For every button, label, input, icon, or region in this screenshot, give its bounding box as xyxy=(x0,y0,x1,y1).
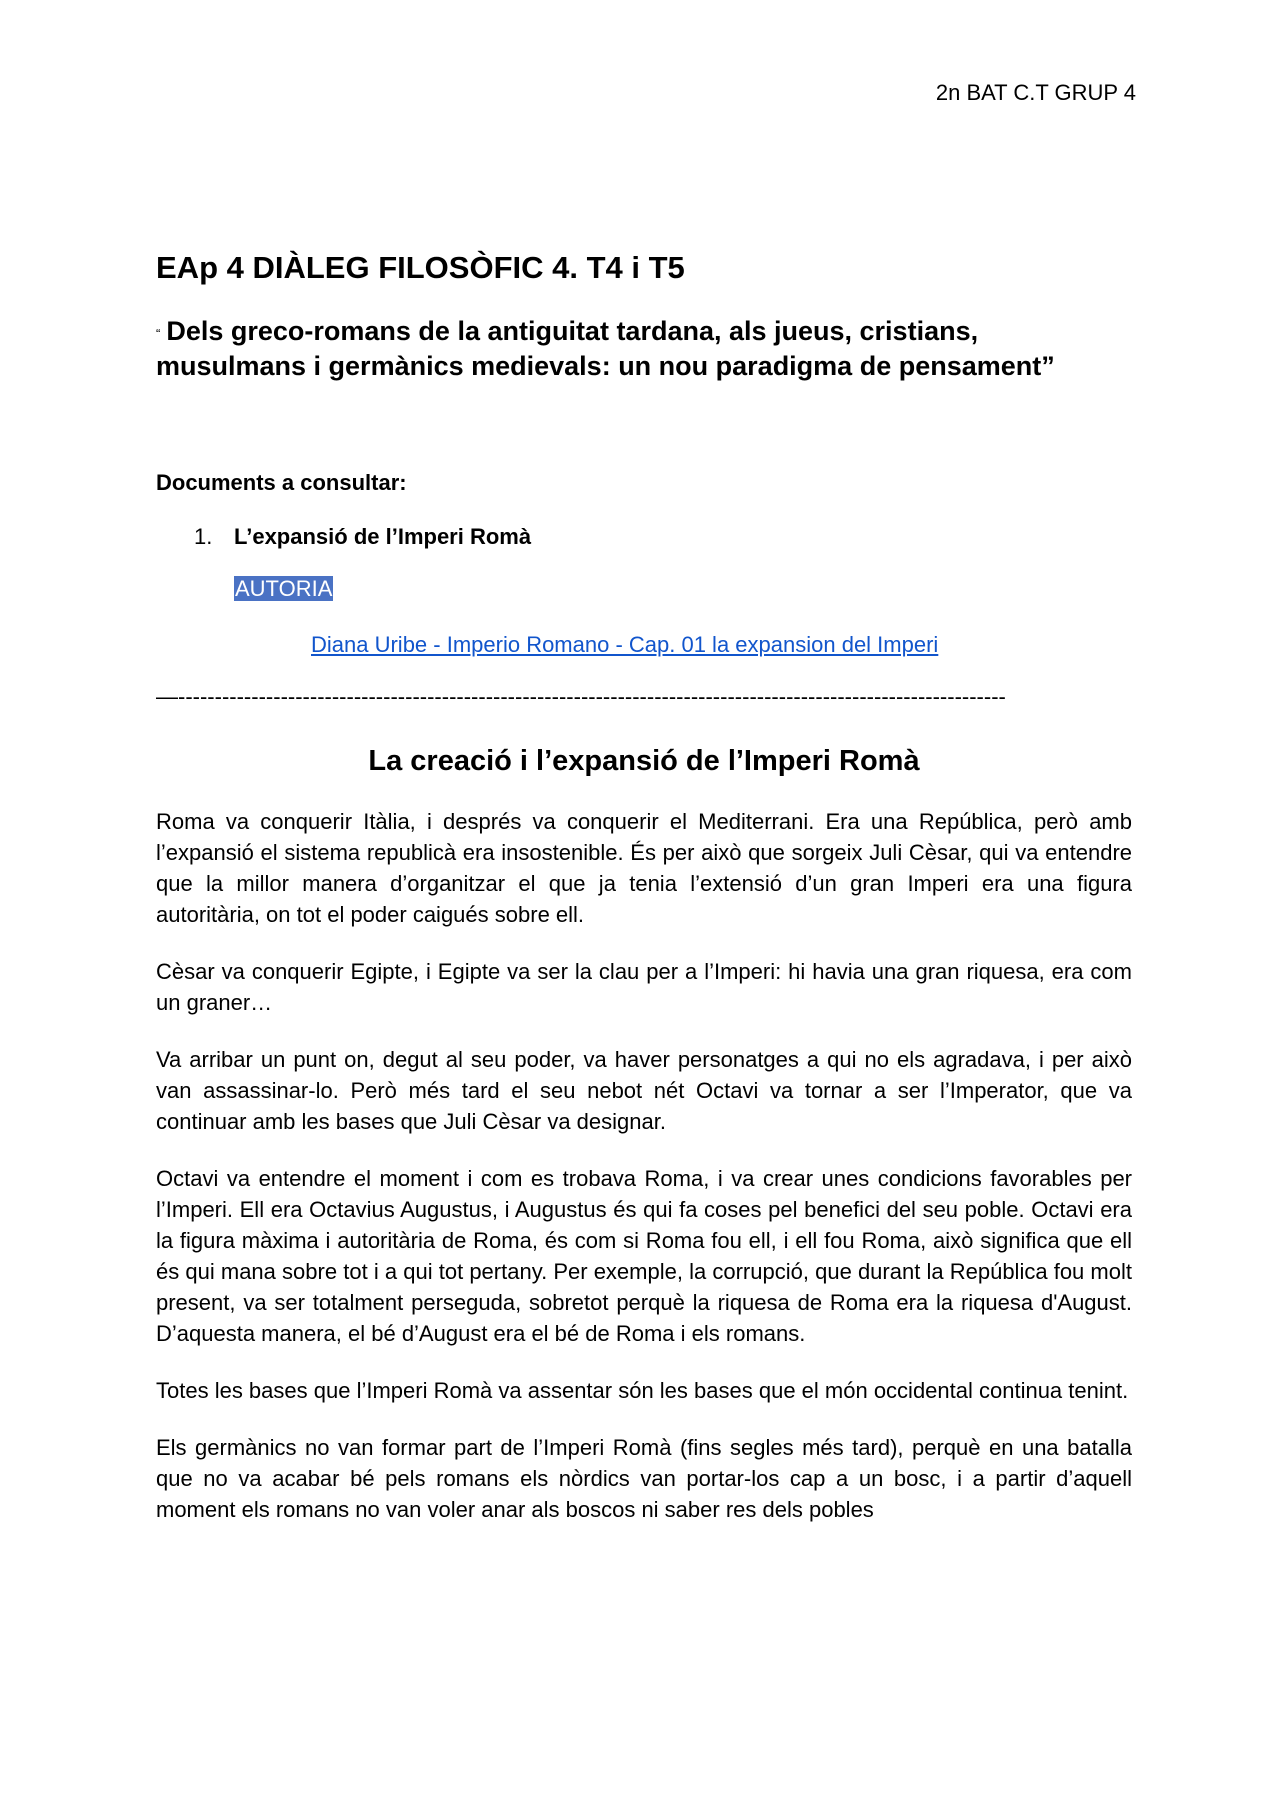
autoria-highlight[interactable]: AUTORIA xyxy=(235,576,333,601)
section-title: La creació i l’expansió de l’Imperi Romà xyxy=(368,745,920,777)
documents-list xyxy=(156,522,1132,552)
list-item xyxy=(194,522,1132,552)
separator-line: —----------------------------------------------------------------------------------------------------------------- xyxy=(156,684,1006,709)
subtitle-text: Dels greco-romans de la antiguitat tardana, als jueus, cristians, musulmans i germànics medievals: un nou paradigma de pensament” xyxy=(156,316,1055,381)
body-text xyxy=(156,806,1132,1525)
autoria-line xyxy=(156,574,1132,604)
paragraph: Totes les bases que l’Imperi Romà va assentar són les bases que el món occidental continua tenint. xyxy=(156,1378,1129,1403)
list-item-label: L’expansió de l’Imperi Romà xyxy=(234,524,532,549)
documents-heading: Documents a consultar: xyxy=(156,470,407,495)
video-link[interactable]: Diana Uribe - Imperio Romano - Cap. 01 la expansion del Imperi xyxy=(311,632,939,657)
subtitle-open-quote: “ xyxy=(156,326,161,341)
header-class-label: 2n BAT C.T GRUP 4 xyxy=(935,80,1136,105)
paragraph: Va arribar un punt on, degut al seu poder, va haver personatges a qui no els agradava, i per això van assassinar-lo. Però més tard el seu nebot nét Octavi va tornar a ser l’Imperator, que va continuar amb les bases que Juli Cèsar va designar. xyxy=(156,1047,1132,1134)
document-title: EAp 4 DIÀLEG FILOSÒFIC 4. T4 i T5 xyxy=(156,250,685,285)
document-content xyxy=(156,248,1132,1547)
paragraph: Octavi va entendre el moment i com es trobava Roma, i va crear unes condicions favorables per l’Imperi. Ell era Octavius Augustus, i Augustus és qui fa coses pel benefici del seu poble. Octavi era la figura màxima i autoritària de Roma, és com si Roma fou ell, i ell fou Roma, això significa que ell és qui mana sobre tot i a qui tot pertany. Per exemple, la corrupció, que durant la República fou molt present, va ser totalment perseguda, sobretot perquè la riquesa de Roma era la riquesa d'August. D’aquesta manera, el bé d’August era el bé de Roma i els romans. xyxy=(156,1166,1132,1346)
paragraph: Els germànics no van formar part de l’Imperi Romà (fins segles més tard), perquè en una batalla que no va acabar bé pels romans els nòrdics van portar-los cap a un bosc, i a partir d’aquell moment els romans no van voler anar als boscos ni saber res dels pobles xyxy=(156,1435,1132,1522)
paragraph: Cèsar va conquerir Egipte, i Egipte va ser la clau per a l’Imperi: hi havia una gran riquesa, era com un graner… xyxy=(156,959,1132,1015)
list-item-number: 1. xyxy=(194,524,213,549)
paragraph: Roma va conquerir Itàlia, i després va conquerir el Mediterrani. Era una República, però amb l’expansió el sistema republicà era insostenible. És per això que sorgeix Juli Cèsar, qui va entendre que la millor manera d’organitzar el que ja tenia l’extensió d’un gran Imperi era una figura autoritària, on tot el poder caigués sobre ell. xyxy=(156,809,1132,927)
video-link-line xyxy=(156,630,1132,660)
document-subtitle xyxy=(156,314,1132,384)
